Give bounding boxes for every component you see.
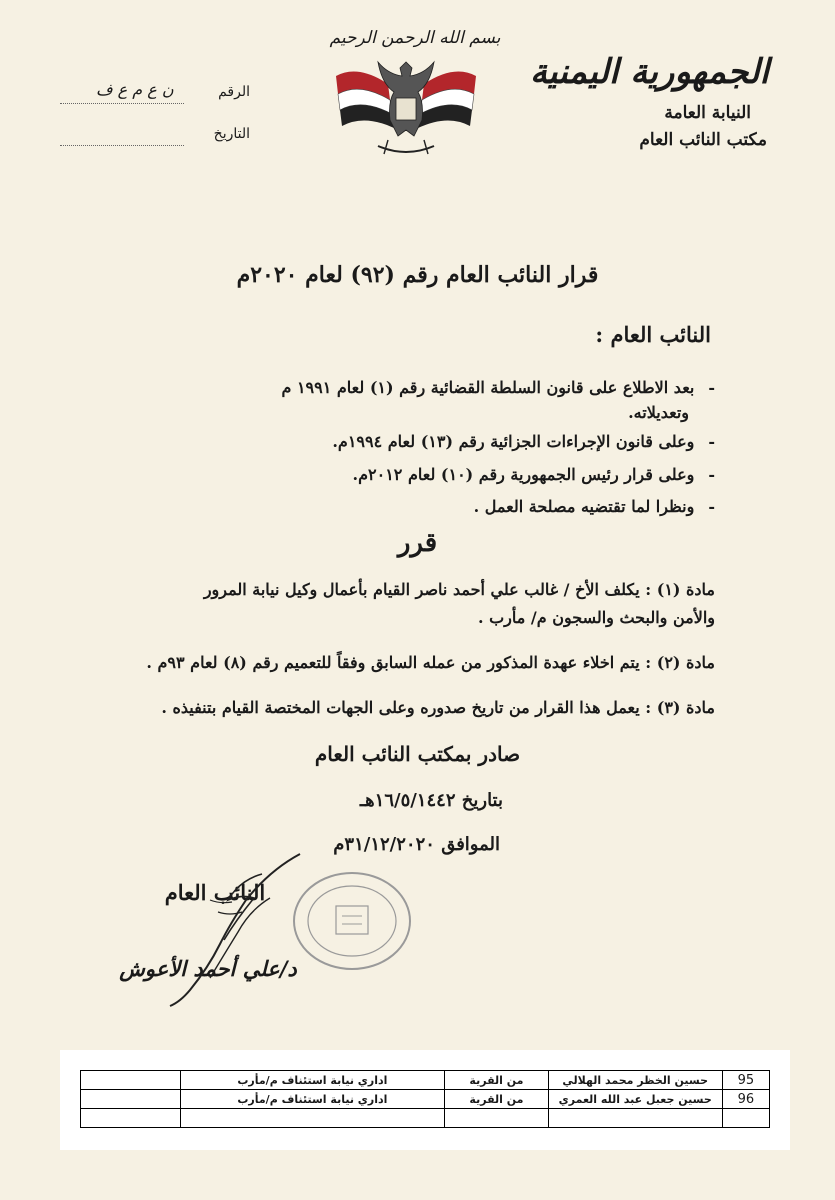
hijri-date: بتاريخ ١٦/٥/١٤٤٢هـ	[359, 790, 503, 811]
transferred-from: من القرية	[445, 1071, 549, 1090]
recital-line: -وعلى قانون الإجراءات الجزائية رقم (١٣) لعام ١٩٩٤م.	[332, 432, 715, 451]
date-dotted-line	[60, 145, 184, 146]
article-line: مادة (٢) : يتم اخلاء عهدة المذكور من عمله السابق وفقاً للتعميم رقم (٨) لعام ٩٣م .	[146, 653, 715, 672]
staff-table	[80, 1070, 770, 1128]
assigned-role: اداري نيابة استئناف م/مأرب	[180, 1090, 445, 1109]
handwritten-signature-icon	[150, 840, 320, 1010]
row-number: 96	[722, 1090, 769, 1109]
office-name: مكتب النائب العام	[639, 130, 767, 150]
employee-name	[548, 1109, 722, 1128]
date-field	[60, 126, 250, 150]
assigned-role: اداري نيابة استئناف م/مأرب	[180, 1071, 445, 1090]
reference-number-field	[60, 80, 250, 108]
row-number: 95	[722, 1071, 769, 1090]
employee-name: حسين الخظر محمد الهلالي	[548, 1071, 722, 1090]
article-line: مادة (٣) : يعمل هذا القرار من تاريخ صدوره وعلى الجهات المختصة القيام بتنفيذه .	[161, 698, 715, 717]
decided-heading: قرر	[397, 528, 438, 558]
assigned-role	[180, 1109, 445, 1128]
gregorian-date: الموافق ٣١/١٢/٢٠٢٠م	[333, 834, 500, 855]
signatory-name: د/علي أحمد الأعوش	[119, 956, 297, 981]
table-row	[81, 1109, 770, 1128]
addressee: النائب العام :	[595, 322, 711, 347]
number-value: ن ع م ع ف	[96, 80, 174, 99]
table-row	[81, 1090, 770, 1109]
eagle-emblem-icon	[328, 54, 484, 164]
date-label: التاريخ	[213, 126, 250, 142]
number-label: الرقم	[218, 84, 250, 100]
empty-cell	[81, 1071, 181, 1090]
recital-line: -وعلى قرار رئيس الجمهورية رقم (١٠) لعام ٢٠١٢م.	[352, 465, 715, 484]
article-continuation: والأمن والبحث والسجون م/ مأرب .	[477, 608, 715, 627]
transferred-from: من القرية	[445, 1090, 549, 1109]
transferred-from	[445, 1109, 549, 1128]
row-number	[722, 1109, 769, 1128]
employee-name: حسين جعبل عبد الله العمري	[548, 1090, 722, 1109]
issued-by: صادر بمكتب النائب العام	[314, 742, 521, 766]
article-line: مادة (١) : يكلف الأخ / غالب علي أحمد ناصر القيام بأعمال وكيل نيابة المرور	[203, 580, 715, 599]
country-name: الجمهورية اليمنية	[529, 52, 769, 92]
department-name: النيابة العامة	[664, 103, 751, 123]
recital-continuation: وتعديلاته.	[628, 403, 689, 422]
recital-line: -ونظرا لما تقتضيه مصلحة العمل .	[473, 497, 715, 516]
empty-cell	[81, 1090, 181, 1109]
recital-line: -بعد الاطلاع على قانون السلطة القضائية رقم (١) لعام ١٩٩١ م	[281, 378, 715, 397]
number-dotted-line	[60, 103, 184, 104]
staff-table-strip	[60, 1050, 790, 1150]
table-row	[81, 1071, 770, 1090]
bismillah: بسم الله الرحمن الرحيم	[329, 28, 501, 48]
empty-cell	[81, 1109, 181, 1128]
decree-title: قرار النائب العام رقم (٩٢) لعام ٢٠٢٠م	[236, 262, 599, 288]
signatory-title: النائب العام	[164, 880, 266, 905]
